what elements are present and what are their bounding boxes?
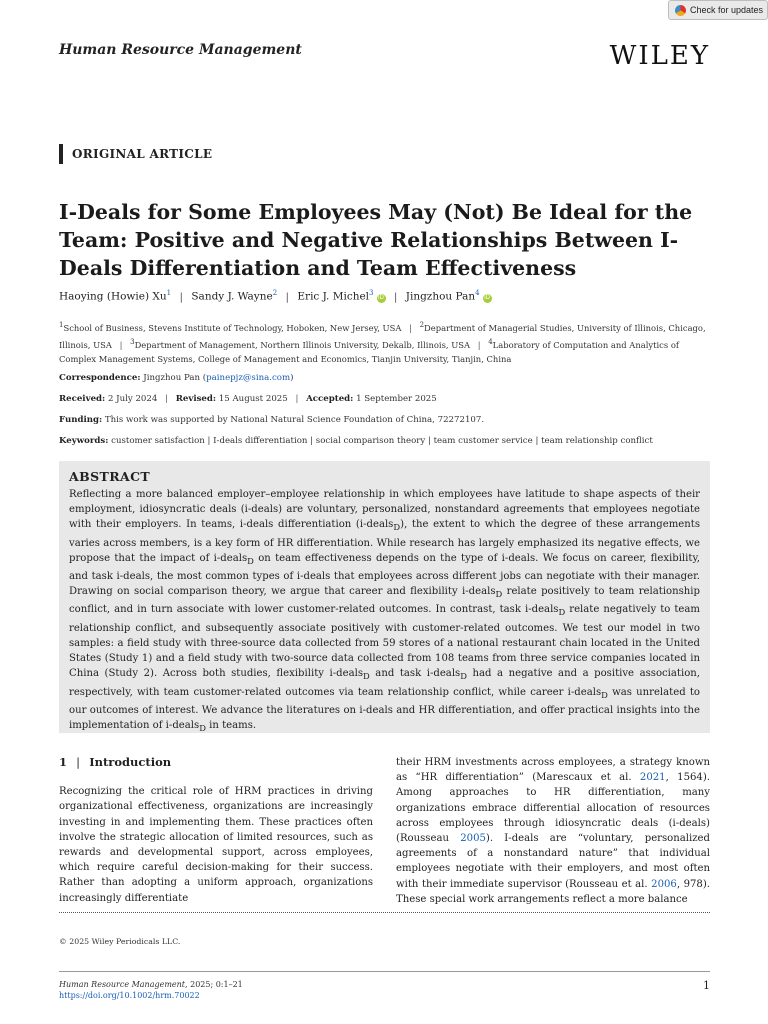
body-paragraph: their HRM investments across employees, a strategy known as “HR differentiation” (Marescaux et al. 2021, 1564). Among approaches to HR differentiation, many organizations embrace differential allocation of resources across employees through idiosyncratic deals (i-deals) (Rousseau 2005). I-deals are “voluntary, personalized agreements of a nonstandard nature” that individual employees negotiate with their employers, and most often with their immediate supervisor (Rousseau et al. 2006, 978). These special work arrangements reflect a more balance bbox=[396, 757, 710, 905]
section-number: 1 bbox=[59, 755, 68, 769]
article-dates bbox=[59, 394, 437, 404]
keywords bbox=[59, 436, 653, 446]
footer-divider bbox=[59, 971, 710, 972]
footnote-divider bbox=[59, 912, 710, 913]
orcid-icon[interactable]: iD bbox=[484, 294, 490, 301]
affil-separator: | bbox=[409, 322, 412, 333]
crossmark-icon bbox=[675, 5, 686, 16]
affil-separator: | bbox=[477, 339, 481, 350]
received-label: Received: bbox=[59, 394, 106, 404]
check-for-updates-label: Check for updates bbox=[690, 5, 764, 15]
body-right-column bbox=[396, 755, 710, 907]
author-separator: | bbox=[393, 290, 398, 303]
revised-label: Revised: bbox=[175, 394, 217, 404]
keywords-label: Keywords: bbox=[59, 436, 109, 446]
abstract-text: Reflecting a more balanced employer–employee relationship in which employees have latitude to shape aspects of their employment, idiosyncratic deals (i-deals) are voluntary, personalized, nonstandard agreements that employees negotiate with their employers. In teams, i-deals differentiation (i-deals$_D$), the extent to which the degree of these arrangements varies across members, is a key form of HR differentiation. While research has largely emphasized its negative effects, we propose that the impact of i-deals$_D$ on team effectiveness depends on the type of i-deals. We focus on career, flexibility, and task i-deals, the most common types of i-deals that employees across different jobs can negotiate with their manager. Drawing on social comparison theory, we argue that career and flexibility i-deals$_D$ relate positively to team relationship conflict, and in turn associate with lower customer-related outcomes. In contrast, task i-deals$_D$ relate negatively to team relationship conflict, and subsequently associate positively with customer-related outcomes. We test our model in two samples: a field study with three-source data collected from 59 stores of a national restaurant chain located in the United States (Study 1) and a field study with two-source data collected from 108 teams from three service companies located in China (Study 2). Across both studies, flexibility i-deals$_D$ and task i-deals$_D$ had a negative and a positive association, respectively, with team customer-related outcomes via team relationship conflict, while career i-deals$_D$ was unrelated to our outcomes of interest. We advance the literatures on i-deals and HR differentiation, and offer practical insights into the implementation of i-deals$_D$ in teams. bbox=[69, 489, 701, 733]
affil-text: Department of Managerial Studies, University of Illinois, Chicago, Illinois, USA bbox=[59, 322, 706, 350]
section-heading bbox=[59, 755, 373, 770]
abstract-heading: ABSTRACT bbox=[69, 469, 151, 484]
affil-num: 1 bbox=[59, 321, 64, 329]
publisher-logo: WILEY bbox=[609, 41, 710, 71]
keywords-text: customer satisfaction | I-deals differentiation | social comparison theory | team customer service | team relationship conflict bbox=[111, 436, 653, 446]
citation-link[interactable]: 2006 bbox=[651, 878, 677, 890]
article-title: I-Deals for Some Employees May (Not) Be Ideal for the Team: Positive and Negative Relationships Between I-Deals Differentiation and Team Effectiveness bbox=[59, 200, 693, 280]
correspondence-email-link[interactable]: painepjz@sina.com bbox=[206, 373, 291, 383]
footer-volume: , 2025; 0:1–21 bbox=[185, 980, 243, 989]
correspondence-name: Jingzhou Pan bbox=[143, 373, 201, 383]
author-list bbox=[59, 289, 492, 303]
author-name: Haoying (Howie) Xu bbox=[59, 290, 167, 303]
received-date: 2 July 2024 bbox=[107, 394, 158, 404]
funding bbox=[59, 415, 484, 425]
author-name: Jingzhou Pan bbox=[405, 290, 476, 303]
author-affil-ref[interactable]: 4 bbox=[475, 289, 480, 297]
author-name: Sandy J. Wayne bbox=[191, 290, 273, 303]
affil-text: Department of Management, Northern Illinois University, Dekalb, Illinois, USA bbox=[134, 339, 471, 350]
section-title: Introduction bbox=[89, 755, 172, 769]
copyright-notice: © 2025 Wiley Periodicals LLC. bbox=[59, 937, 181, 946]
funding-text: This work was supported by National Natural Science Foundation of China, 72272107. bbox=[104, 415, 485, 425]
author-affil-ref[interactable]: 2 bbox=[272, 289, 278, 297]
date-separator: | bbox=[295, 394, 299, 404]
section-separator: | bbox=[76, 755, 81, 769]
check-for-updates-button[interactable] bbox=[668, 0, 768, 20]
doi-link[interactable]: https://doi.org/10.1002/hrm.70022 bbox=[59, 991, 200, 1000]
affil-text: Laboratory of Computation and Analytics of Complex Management Systems, College of Management and Economics, Tianjin University, Tianjin, China bbox=[59, 339, 679, 364]
correspondence-label: Correspondence: bbox=[59, 373, 141, 383]
date-separator: | bbox=[165, 394, 168, 404]
affil-separator: | bbox=[119, 339, 123, 350]
body-left-column bbox=[59, 755, 373, 906]
abstract-box bbox=[59, 461, 710, 733]
footer-journal: Human Resource Management bbox=[59, 980, 186, 989]
funding-label: Funding: bbox=[59, 415, 103, 425]
author-name: Eric J. Michel bbox=[297, 290, 370, 303]
footer-citation bbox=[59, 980, 243, 989]
author-affil-ref[interactable]: 3 bbox=[369, 289, 374, 297]
citation-link[interactable]: 2021 bbox=[639, 772, 666, 784]
revised-date: 15 August 2025 bbox=[218, 394, 288, 404]
affil-num: 4 bbox=[488, 337, 493, 346]
page-number: 1 bbox=[703, 979, 710, 992]
affil-num: 2 bbox=[419, 321, 425, 329]
orcid-icon[interactable]: iD bbox=[378, 294, 384, 301]
author-separator: | bbox=[285, 290, 290, 303]
affil-num: 3 bbox=[130, 337, 135, 346]
author-affil-ref[interactable]: 1 bbox=[166, 289, 172, 297]
body-paragraph: Recognizing the critical role of HRM practices in driving organizational effectiveness, organizations are increasingly investing in and implementing them. These practices often involve the strategic allocation of limited resources, such as rewards and developmental support, across employees, which require careful decision-making for their success. Rather than adopting a uniform approach, organizations increasingly differentiate bbox=[59, 786, 373, 904]
accepted-date: 1 September 2025 bbox=[356, 394, 437, 404]
affil-text: School of Business, Stevens Institute of Technology, Hoboken, New Jersey, USA bbox=[63, 322, 402, 333]
affiliations bbox=[59, 318, 714, 366]
accepted-label: Accepted: bbox=[306, 394, 354, 404]
correspondence: Correspondence: Jingzhou Pan (painepjz@sina.com) bbox=[59, 373, 294, 383]
citation-link[interactable]: 2005 bbox=[460, 833, 486, 845]
article-type: ORIGINAL ARTICLE bbox=[59, 144, 212, 164]
journal-name: Human Resource Management bbox=[59, 42, 302, 58]
author-separator: | bbox=[179, 290, 184, 303]
